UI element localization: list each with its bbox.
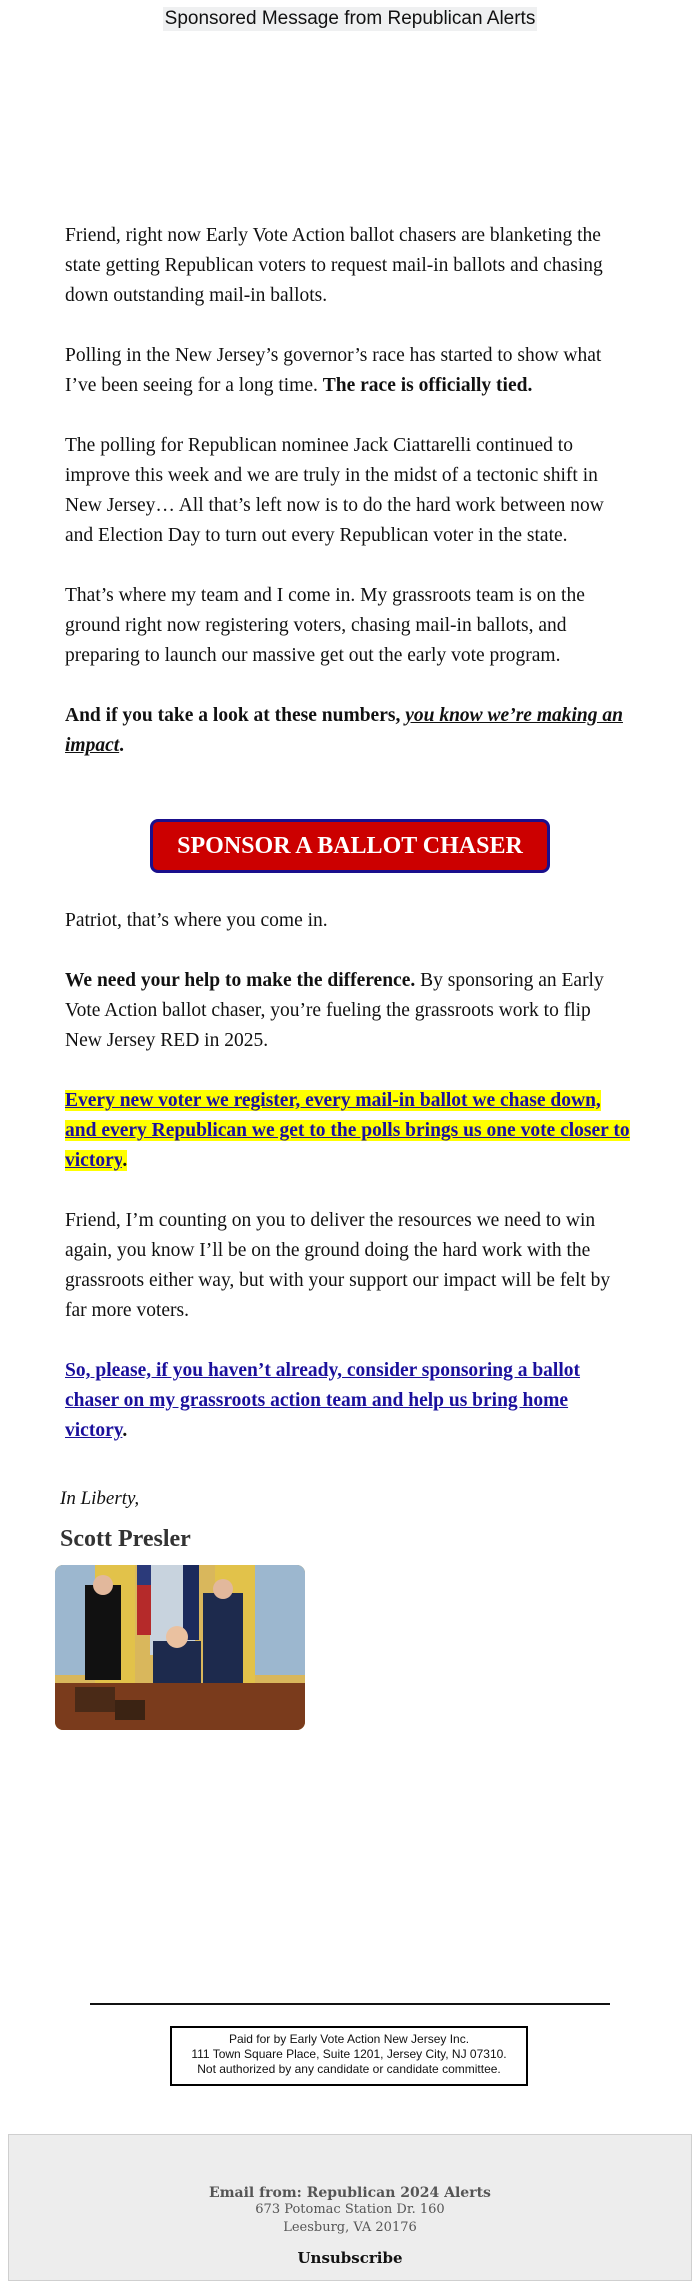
period: . bbox=[119, 735, 125, 756]
footer-address-line: 673 Potomac Station Dr. 160 bbox=[255, 2202, 445, 2217]
sponsored-banner bbox=[0, 7, 700, 31]
signer-name: Scott Presler bbox=[60, 1526, 191, 1552]
period: . bbox=[122, 1420, 128, 1441]
sponsored-banner-text: Sponsored Message from Republican Alerts bbox=[164, 8, 536, 29]
paragraph-patriot: Patriot, that’s where you come in. bbox=[65, 910, 328, 931]
unsubscribe-link[interactable]: Unsubscribe bbox=[297, 2249, 403, 2267]
help-bold-text: We need your help to make the difference. bbox=[65, 970, 416, 991]
help-text: By sponsoring an Early Vote Action ballot chaser, you’re fueling the grassroots work to flip New Jersey RED in 2025. bbox=[65, 970, 604, 1051]
disclaimer-line: 111 Town Square Place, Suite 1201, Jersey City, NJ 07310. bbox=[191, 2047, 507, 2061]
paragraph-polling bbox=[65, 341, 630, 401]
divider bbox=[90, 2003, 610, 2005]
impact-link[interactable]: you know we’re making an impact bbox=[65, 705, 623, 756]
disclaimer-line: Paid for by Early Vote Action New Jersey Inc. bbox=[228, 2032, 470, 2046]
paragraph-numbers bbox=[65, 701, 630, 761]
oval-office-photo bbox=[55, 1565, 305, 1730]
sponsor-ballot-chaser-button[interactable]: SPONSOR A BALLOT CHASER bbox=[150, 819, 550, 873]
polling-text: Polling in the New Jersey’s governor’s race has started to show what I’ve been seeing for a long time. bbox=[65, 345, 602, 396]
signature-photo bbox=[55, 1565, 305, 1730]
sponsor-link[interactable]: So, please, if you haven’t already, consider sponsoring a ballot chaser on my grassroots action team and help us bring home victory bbox=[65, 1360, 581, 1441]
paragraph-ciattarelli: The polling for Republican nominee Jack Ciattarelli continued to improve this week and we are truly in the midst of a tectonic shift in New Jersey… All that’s left now is to do the hard work between now and Election Day to turn out every Republican voter in the state. bbox=[65, 435, 604, 546]
paragraph-intro: Friend, right now Early Vote Action ballot chasers are blanketing the state getting Republican voters to request mail-in ballots and chasing down outstanding mail-in ballots. bbox=[65, 225, 603, 306]
paid-for-disclaimer bbox=[170, 2026, 528, 2086]
footer-address-line: Leesburg, VA 20176 bbox=[283, 2220, 417, 2235]
disclaimer-line: Not authorized by any candidate or candidate committee. bbox=[197, 2062, 501, 2076]
email-from: Email from: Republican 2024 Alerts bbox=[209, 2185, 491, 2201]
numbers-text: And if you take a look at these numbers, bbox=[65, 705, 406, 726]
cta-container bbox=[0, 819, 700, 873]
every-voter-link[interactable]: Every new voter we register, every mail-in ballot we chase down, and every Republican we get to the polls brings us one vote closer to victory bbox=[65, 1090, 630, 1171]
paragraph-every-voter bbox=[65, 1086, 630, 1176]
race-tied-text: The race is officially tied. bbox=[322, 375, 533, 396]
paragraph-help bbox=[65, 966, 630, 1056]
period: . bbox=[122, 1150, 128, 1171]
paragraph-please bbox=[65, 1356, 630, 1446]
paragraph-counting: Friend, I’m counting on you to deliver the resources we need to win again, you know I’ll be on the ground doing the hard work with the grassroots either way, but with your support our impact will be felt by far more voters. bbox=[65, 1210, 611, 1321]
paragraph-grassroots: That’s where my team and I come in. My grassroots team is on the ground right now registering voters, chasing mail-in ballots, and preparing to launch our massive get out the early vote program. bbox=[65, 585, 585, 666]
signoff-closing: In Liberty, bbox=[60, 1488, 140, 1509]
email-footer bbox=[8, 2134, 692, 2281]
